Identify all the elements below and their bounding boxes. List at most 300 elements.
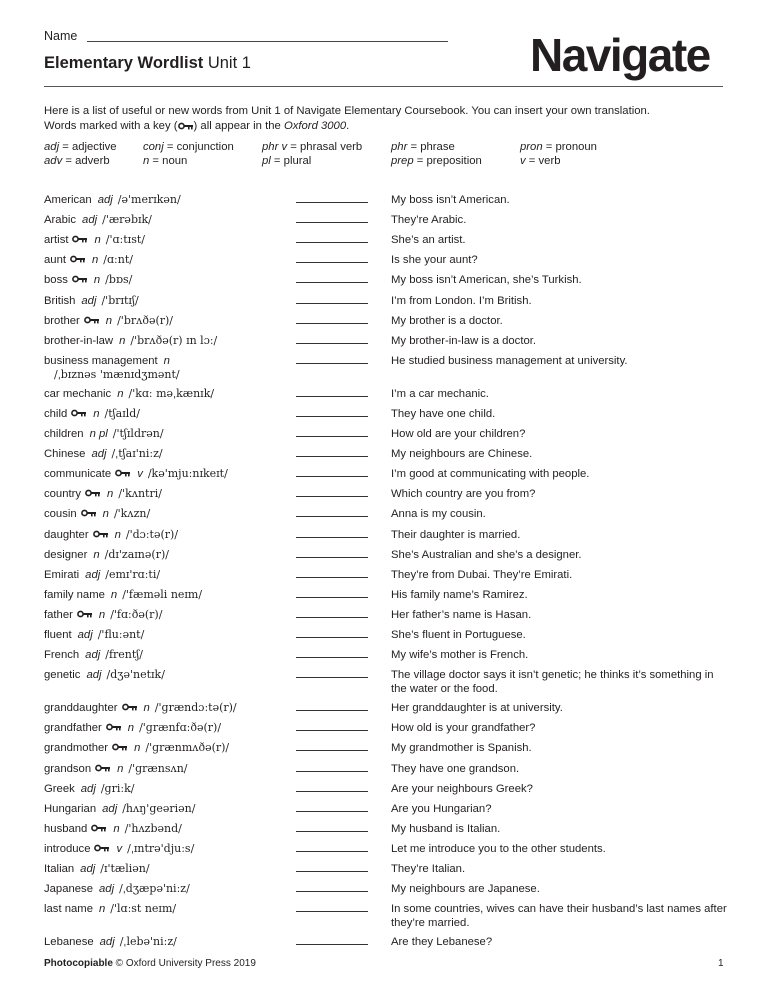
headword: genetic [44,669,81,682]
part-of-speech: n [93,548,100,561]
part-of-speech: n [117,387,124,400]
example-sentence: Are your neighbours Greek? [391,782,533,795]
title-unit: Unit 1 [203,54,251,72]
headword: artist [44,234,69,247]
wordlist-row [44,608,734,628]
translation-field[interactable] [296,891,368,892]
wordlist-row [44,648,734,668]
part-of-speech: adj [102,802,118,815]
abbreviation-meaning: = adverb [62,155,110,167]
pronunciation: /'grænmʌðə(r)/ [145,741,230,755]
intro-oxford-3000: Oxford 3000 [283,120,347,132]
wordlist-row [44,902,734,930]
abbreviation-item [262,154,362,168]
translation-field[interactable] [296,537,368,538]
page-title [44,54,251,73]
translation-field[interactable] [296,851,368,852]
example-sentence: They’re Italian. [391,863,466,875]
example-sentence: His family name’s Ramirez. [391,588,528,601]
headword-cell [44,882,289,896]
abbreviation-column [143,140,234,168]
example-sentence: Which country are you from? [391,488,536,501]
abbreviation-column [391,140,482,168]
headword-cell [44,902,289,916]
footer-photocopiable: Photocopiable [44,958,113,969]
abbreviation: pl [262,155,271,167]
headword-cell [44,294,289,308]
pronunciation: /ˌlebə'niːz/ [119,935,177,949]
pronunciation: /griːk/ [100,781,135,795]
headword-cell [44,273,289,287]
oxford-3000-key-icon [115,467,131,481]
abbreviation: prep [391,155,414,167]
translation-field[interactable] [296,677,368,678]
translation-field[interactable] [296,262,368,263]
abbreviation-meaning: = plural [270,155,312,167]
name-label: Name [44,29,78,43]
wordlist-row [44,447,734,467]
headword: Emirati [44,568,80,581]
part-of-speech: n [114,528,121,541]
intro-line-2 [44,119,724,134]
wordlist-row [44,548,734,568]
translation-field[interactable] [296,577,368,578]
translation-field[interactable] [296,557,368,558]
headword: brother [44,314,80,327]
example-sentence: She’s an artist. [391,234,466,247]
headword: family name [44,588,105,601]
translation-field[interactable] [296,456,368,457]
headword-cell [44,427,289,441]
pronunciation: /ɪ'tæliən/ [100,862,150,875]
footer-copyright [44,958,256,969]
translation-field[interactable] [296,657,368,658]
example-sentence: How old are your children? [391,428,526,440]
translation-field[interactable] [296,771,368,772]
abbreviation-meaning: = conjunction [163,141,234,153]
headword-cell [44,507,289,521]
example-sentence: My neighbours are Chinese. [391,448,533,461]
part-of-speech: n [94,234,101,247]
wordlist-row [44,842,734,862]
oxford-3000-key-icon [93,528,109,542]
pronunciation: /bɒs/ [105,273,133,287]
part-of-speech: n [93,274,101,287]
wordlist-row [44,701,734,721]
translation-field[interactable] [296,730,368,731]
oxford-3000-key-icon [77,608,93,622]
headword-cell [44,314,289,328]
example-sentence: Her granddaughter is at university. [391,702,563,715]
headword: grandson [44,762,92,775]
example-sentence: He studied business management at university. [391,354,628,367]
example-sentence: My brother-in-law is a doctor. [391,334,537,347]
part-of-speech: n [127,722,135,735]
intro-text [44,104,724,134]
translation-field[interactable] [296,597,368,598]
pronunciation: /'kʌzn/ [113,507,151,521]
headword-cell [44,387,289,401]
part-of-speech: n [134,742,141,755]
part-of-speech: n pl [89,428,108,440]
pronunciation: /'fæməli neɪm/ [122,587,203,601]
intro-line-1: Here is a list of useful or new words from Unit 1 of Navigate Elementary Coursebook. You can insert your own translation. [44,105,650,117]
abbreviation: conj [143,141,164,153]
part-of-speech: n [102,508,109,521]
translation-field[interactable] [296,791,368,792]
example-sentence: They’re from Dubai. They’re Emirati. [391,568,573,581]
abbreviation-column [44,140,117,168]
headword-cell [44,668,289,682]
wordlist-row [44,762,734,782]
wordlist-row [44,588,734,608]
key-icon [178,122,194,130]
abbreviation-column [262,140,362,168]
headword-cell [44,842,289,856]
wordlist-row [44,467,734,487]
headword: grandfather [44,722,102,735]
headword-cell [44,447,289,461]
translation-field[interactable] [296,831,368,832]
wordlist-row [44,507,734,527]
headword-cell [44,608,289,622]
wordlist-row [44,802,734,822]
oxford-3000-key-icon [71,407,87,421]
part-of-speech: n [163,354,170,367]
abbreviation-item [143,140,234,154]
page-number: 1 [718,958,724,969]
abbreviation: v [520,155,526,167]
abbreviation-meaning: = pronoun [542,141,597,153]
headword-cell [44,628,289,642]
translation-field[interactable] [296,323,368,324]
example-sentence: Anna is my cousin. [391,508,486,521]
example-sentence: My brother is a doctor. [391,314,503,327]
example-sentence: Let me introduce you to the other students. [391,842,606,855]
example-sentence: Her father’s name is Hasan. [391,608,532,621]
translation-field[interactable] [296,496,368,497]
pronunciation: /'grænfɑːðə(r)/ [139,721,222,735]
translation-field[interactable] [296,911,368,912]
part-of-speech: v [116,842,123,855]
headword: Hungarian [44,802,97,815]
abbreviation-meaning: = adjective [59,141,117,153]
headword: Arabic [44,214,77,227]
part-of-speech: n [143,702,150,715]
headword-cell [44,862,289,876]
wordlist-row [44,193,734,213]
headword-cell [44,528,289,542]
abbreviation-meaning: = noun [149,155,188,167]
oxford-3000-key-icon [81,507,97,521]
wordlist-row [44,935,734,955]
part-of-speech: n [98,608,106,621]
translation-field[interactable] [296,637,368,638]
translation-field[interactable] [296,516,368,517]
abbreviation: adj [44,141,60,153]
brand-logo: Navigate [530,29,710,81]
headword: brother-in-law [44,334,114,347]
part-of-speech: v [137,468,143,481]
pronunciation: /'tʃɪldrən/ [112,427,164,440]
part-of-speech: n [113,822,120,835]
pronunciation: /tʃaɪld/ [104,406,140,420]
wordlist-row [44,273,734,293]
headword-cell [44,701,289,715]
headword: Japanese [44,883,93,896]
headword-cell [44,354,289,382]
wordlist-row [44,314,734,334]
wordlist-row [44,721,734,741]
headword-cell [44,802,289,816]
part-of-speech: adj [81,294,97,307]
headword: children [44,428,84,440]
example-sentence: Are you Hungarian? [391,802,492,815]
headword: last name [44,903,93,916]
example-sentence: The village doctor says it isn’t genetic; he thinks it’s something in the water or the food. [391,669,714,696]
translation-field[interactable] [296,416,368,417]
example-sentence: My neighbours are Japanese. [391,883,540,896]
pronunciation: /'fluːənt/ [97,628,145,641]
intro-line-2d: . [346,120,350,132]
headword-cell [44,334,289,348]
headword-cell [44,548,289,562]
pronunciation: /ˌbɪznəs 'mænɪdʒmənt/ [54,367,180,381]
translation-field[interactable] [296,617,368,618]
abbreviation: pron [520,141,543,153]
example-sentence: My husband is Italian. [391,822,501,835]
part-of-speech: adj [99,883,115,896]
pronunciation: /'kʌntri/ [118,487,162,501]
part-of-speech: n [98,903,106,916]
translation-field[interactable] [296,944,368,945]
part-of-speech: adj [86,669,102,682]
abbreviation-item [44,154,117,168]
abbreviation: phr [391,141,408,153]
headword: Italian [44,863,75,875]
part-of-speech: adj [97,194,113,206]
wordlist-row [44,407,734,427]
headword: British [44,294,76,307]
abbreviation: phr v [262,141,288,153]
headword-cell [44,407,289,421]
example-sentence: They have one grandson. [391,762,520,775]
headword: husband [44,822,88,835]
pronunciation: /'ɑːtɪst/ [105,233,145,247]
headword-cell [44,487,289,501]
intro-line-2b: ) all appear in the [193,120,284,132]
translation-field[interactable] [296,750,368,751]
pronunciation: /ˌdʒæpə'niːz/ [119,882,190,896]
part-of-speech: adj [85,649,101,662]
example-sentence: I’m good at communicating with people. [391,468,590,481]
oxford-3000-key-icon [95,762,111,776]
part-of-speech: n [107,488,114,501]
example-sentence: They have one child. [391,407,496,420]
abbreviation-item [520,140,597,154]
headword: Lebanese [44,936,94,949]
headword-cell [44,935,289,949]
translation-field[interactable] [296,282,368,283]
oxford-3000-key-icon [112,741,128,755]
translation-field[interactable] [296,871,368,872]
title-bold: Elementary Wordlist [44,54,204,72]
wordlist-row [44,233,734,253]
abbreviation: n [143,155,150,167]
oxford-3000-key-icon [122,701,138,715]
headword: French [44,649,80,662]
part-of-speech: n [110,588,118,601]
headword: Greek [44,782,75,795]
wordlist-row [44,628,734,648]
wordlist-row [44,862,734,882]
pronunciation: /ˌtʃaɪ'niːz/ [111,447,163,461]
part-of-speech: n [92,254,99,267]
part-of-speech: n [117,762,124,775]
part-of-speech: n [119,334,126,347]
example-sentence: Is she your aunt? [391,254,478,267]
headword: daughter [44,528,89,541]
example-sentence: Their daughter is married. [391,528,521,541]
wordlist-row [44,782,734,802]
oxford-3000-key-icon [72,273,88,287]
translation-field[interactable] [296,343,368,344]
abbreviation-item [520,154,597,168]
headword-cell [44,568,289,582]
example-sentence: My boss isn’t American, she’s Turkish. [391,274,582,287]
example-sentence: I’m from London. I’m British. [391,294,532,307]
headword: granddaughter [44,702,118,715]
abbreviation-item [262,140,362,154]
pronunciation: /dɪ'zaɪnə(r)/ [104,547,169,561]
part-of-speech: adj [82,214,98,227]
wordlist-row [44,354,734,381]
pronunciation: /hʌŋ'geəriən/ [122,801,196,815]
pronunciation: /'ærəbɪk/ [102,213,152,227]
headword: American [44,194,92,206]
example-sentence: My wife’s mother is French. [391,649,529,662]
example-sentence: She’s fluent in Portuguese. [391,629,526,641]
oxford-3000-key-icon [85,487,101,501]
headword-cell [44,822,289,836]
pronunciation: /frentʃ/ [105,648,143,662]
translation-field[interactable] [296,710,368,711]
abbreviation-meaning: = preposition [413,155,482,167]
wordlist-row [44,882,734,902]
translation-field[interactable] [296,436,368,437]
abbreviation-item [391,154,482,168]
example-sentence: She’s Australian and she’s a designer. [391,548,582,561]
pronunciation: /dʒə'netɪk/ [106,668,165,682]
wordlist-row [44,294,734,314]
translation-field[interactable] [296,202,368,203]
part-of-speech: adj [85,568,101,581]
wordlist-row [44,668,734,696]
headword-cell [44,741,289,755]
wordlist-row [44,253,734,273]
pronunciation: /kə'mjuːnɪkeɪt/ [147,467,228,481]
abbreviation-item [44,140,117,154]
abbreviation-item [143,154,234,168]
wordlist-row [44,568,734,588]
headword-cell [44,648,289,662]
example-sentence: My grandmother is Spanish. [391,742,532,755]
translation-field[interactable] [296,396,368,397]
headword: designer [44,548,88,561]
wordlist-row [44,334,734,354]
pronunciation: /emɪ'rɑːti/ [105,567,161,581]
pronunciation: /'brɪtɪʃ/ [101,293,139,307]
pronunciation: /'kɑː məˌkænɪk/ [128,386,215,400]
pronunciation: /'lɑːst neɪm/ [110,902,177,916]
headword-cell [44,253,289,267]
intro-line-2a: Words marked with a key ( [44,120,178,132]
headword: Chinese [44,448,86,461]
translation-field[interactable] [296,242,368,243]
oxford-3000-key-icon [94,842,110,856]
headword: father [44,608,73,621]
wordlist-row [44,487,734,507]
oxford-3000-key-icon [106,721,122,735]
headword: introduce [44,842,91,855]
translation-field[interactable] [296,811,368,812]
headword: car mechanic [44,387,112,400]
example-sentence: Are they Lebanese? [391,936,493,949]
oxford-3000-key-icon [91,822,107,836]
pronunciation: /ˌɪntrə'djuːs/ [127,841,195,855]
headword: boss [44,274,68,287]
name-line[interactable] [87,41,448,42]
headword: communicate [44,468,112,481]
translation-field[interactable] [296,222,368,223]
example-sentence: They’re Arabic. [391,214,467,227]
part-of-speech: adj [91,448,107,461]
headword-cell [44,782,289,796]
abbreviation-item [391,140,482,154]
headword-cell [44,233,289,247]
example-sentence: I’m a car mechanic. [391,387,489,400]
headword-cell [44,762,289,776]
footer-publisher: © Oxford University Press 2019 [112,958,256,969]
wordlist-row [44,528,734,548]
pronunciation: /ɑːnt/ [103,253,133,267]
pronunciation: /'grænsʌn/ [128,761,188,775]
headword: country [44,488,82,501]
pronunciation: /'grændɔːtə(r)/ [154,701,237,715]
part-of-speech: n [93,407,100,420]
abbreviation-meaning: = phrase [407,141,455,153]
wordlist-row [44,213,734,233]
pronunciation: /ə'merɪkən/ [117,193,181,206]
abbreviation-meaning: = phrasal verb [287,141,363,153]
example-sentence: How old is your grandfather? [391,722,536,735]
translation-field[interactable] [296,476,368,477]
abbreviation-meaning: = verb [525,155,561,167]
oxford-3000-key-icon [72,233,88,247]
translation-field[interactable] [296,303,368,304]
wordlist-row [44,427,734,447]
abbreviation-column [520,140,597,168]
translation-field[interactable] [296,363,368,364]
headword: business management [44,354,158,367]
oxford-3000-key-icon [84,314,100,328]
wordlist-row [44,387,734,407]
oxford-3000-key-icon [70,253,86,267]
headword: fluent [44,629,72,641]
example-sentence: My boss isn’t American. [391,194,510,206]
headword: child [44,407,68,420]
part-of-speech: adj [77,629,93,641]
